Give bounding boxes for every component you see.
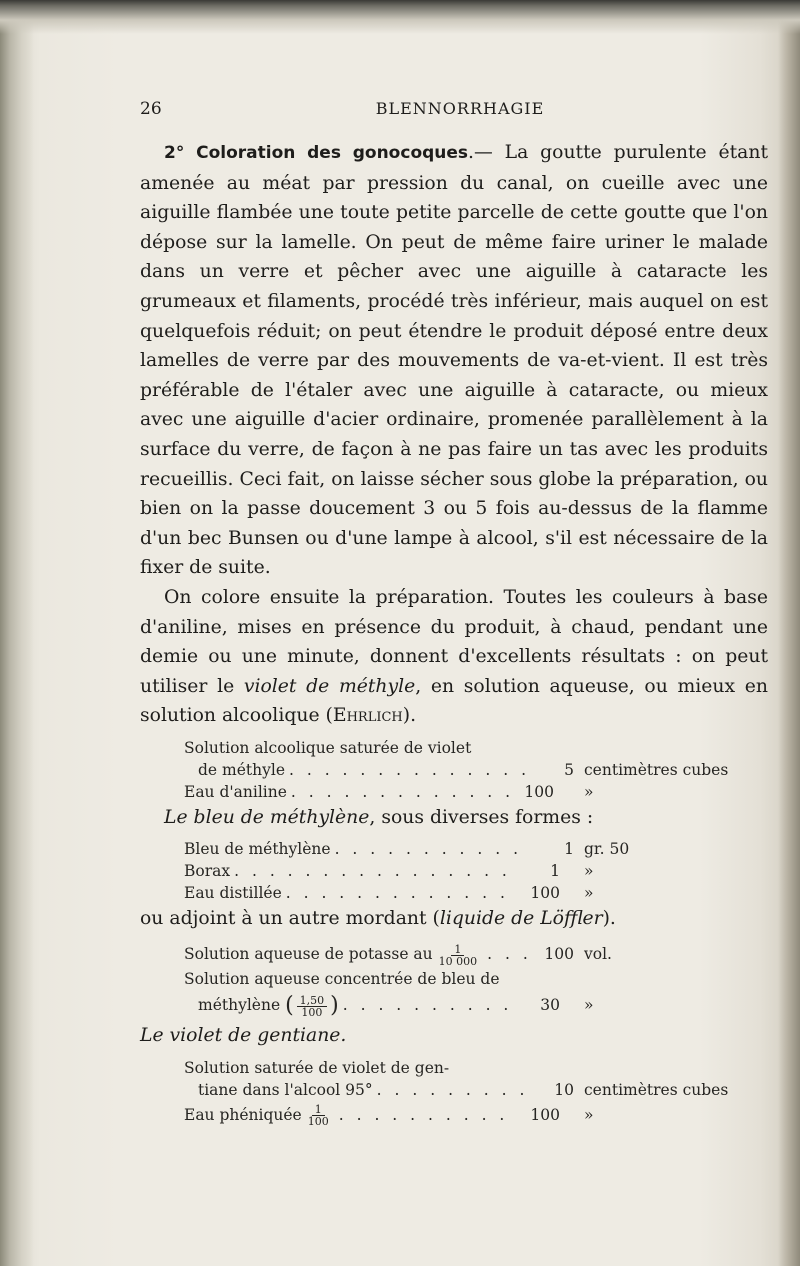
ingredient-name-text: méthylène — [198, 996, 281, 1015]
ingredient-unit: centimètres cubes — [584, 1080, 729, 1099]
ingredient-unit: » — [584, 782, 594, 801]
formula-row — [184, 1079, 744, 1101]
fraction-numerator: 1 — [312, 1104, 325, 1116]
leader-dots — [487, 940, 530, 968]
leader-dots — [343, 990, 516, 1020]
ingredient-qty: 100 — [530, 884, 560, 903]
formula-line: Solution saturée de violet de gen- — [184, 1058, 450, 1077]
ingredient-name — [184, 940, 483, 968]
ingredient-qty: 1 — [564, 840, 574, 859]
page-number: 26 — [140, 99, 162, 119]
ingredient-qty: 100 — [530, 1105, 560, 1124]
formula-line: Solution aqueuse concentrée de bleu de — [184, 970, 500, 989]
formula-row — [184, 838, 744, 860]
ingredient-unit: » — [584, 996, 594, 1015]
ingredient-unit: vol. — [584, 945, 612, 964]
leader-dots — [291, 781, 510, 803]
section-text: .— La goutte purulente étant amenée au méat par pression du canal, on cueille avec une aiguille flambée une toute petite parcelle de cette goutte que l'on dépose sur la lamelle. On peut de même faire uriner le malade dans un verre et pêcher avec une aiguille à cataracte les grumeaux et filaments, procédé très inférieur, mais auquel on est quelquefois réduit; on peut étendre le produit déposé entre deux lamelles de verre par des mouvements de va-et-vient. Il est très préférable de l'étaler avec une aiguille à cataracte, ou mieux avec une aiguille d'acier ordinaire, promenée parallèlement à la surface du verre, de façon à ne pas faire un tas avec les produits recueillis. Ceci fait, on laisse sécher sous globe la préparation, ou bien on la passe doucement 3 ou 5 fois au-dessus de la flamme d'un bec Bunsen ou d'une lampe à alcool, s'il est nécessaire de la fixer de suite. — [140, 142, 768, 579]
emphasis: Le violet de gentiane. — [140, 1025, 347, 1047]
para-text: On colore ensuite la préparation. Toutes les couleurs à base d'aniline, mises en présence du produit, à chaud, pendant une demie ou une minute, donnent d'excellents résultats : on peut utiliser le — [140, 586, 768, 697]
leader-dots — [289, 759, 530, 781]
ingredient-unit: » — [584, 1105, 594, 1124]
ingredient-qty: 5 — [564, 760, 574, 779]
formula-row — [184, 759, 744, 781]
emphasis: violet de méthyle — [243, 675, 416, 697]
fraction — [297, 995, 328, 1018]
formula-line: Solution alcoolique saturée de violet — [184, 738, 472, 757]
leader-dots — [335, 838, 530, 860]
para-text: , en solution aqueuse, ou mieux en solution alcoolique ( — [140, 675, 768, 727]
ingredient-qty: 100 — [524, 782, 554, 801]
ingredient-name: Bleu de méthylène — [184, 840, 331, 859]
formula-loeffler — [184, 940, 744, 1021]
para-text: , sous diverses formes : — [369, 806, 594, 828]
formula-row — [184, 860, 744, 882]
page-body — [140, 138, 768, 1129]
ingredient-name-text: Eau phéniquée — [184, 1105, 302, 1124]
ingredient-name: Eau distillée — [184, 884, 282, 903]
formula-row — [184, 882, 744, 904]
fraction — [305, 1104, 332, 1127]
leader-dots — [377, 1079, 530, 1101]
formula-row — [184, 781, 744, 803]
ingredient-name: de méthyle — [198, 760, 285, 779]
formula-ehrlich — [184, 737, 744, 803]
open-paren: ( — [285, 993, 294, 1019]
leader-dots — [286, 882, 516, 904]
ingredient-unit: gr. 50 — [584, 840, 630, 859]
ingredient-name — [184, 990, 339, 1021]
ingredient-name — [184, 1101, 335, 1129]
leader-dots — [339, 1101, 516, 1129]
para-text: ). — [402, 705, 417, 727]
ingredient-name: Borax — [184, 862, 231, 881]
page-top-edge — [0, 0, 800, 34]
section-paragraph — [140, 138, 768, 583]
ingredient-qty: 100 — [544, 945, 574, 964]
paragraph-gentian-violet — [140, 1021, 768, 1051]
section-heading: 2° Coloration des gonocoques — [164, 143, 469, 163]
fraction-denominator: 100 — [301, 1005, 323, 1019]
author-name: Ehrlich — [332, 705, 403, 727]
para-text: ou adjoint à un autre mordant ( — [140, 908, 440, 930]
ingredient-qty: 10 — [554, 1080, 574, 1099]
paragraph-methylene-blue — [140, 803, 768, 833]
formula-row — [184, 990, 744, 1021]
ingredient-name: tiane dans l'alcool 95° — [198, 1080, 373, 1099]
ingredient-name: Eau d'aniline — [184, 782, 287, 801]
fraction-numerator: 1,50 — [297, 995, 328, 1007]
fraction — [436, 944, 481, 967]
formula-methylene-blue — [184, 838, 744, 904]
emphasis: Le bleu de méthylène — [164, 806, 370, 828]
leader-dots — [234, 860, 516, 882]
page-right-edge — [778, 0, 800, 1266]
paragraph-coloring — [140, 583, 768, 731]
para-text: ). — [602, 908, 616, 930]
ingredient-unit: centimètres cubes — [584, 760, 729, 779]
formula-row — [184, 1101, 744, 1129]
close-paren: ) — [330, 993, 339, 1019]
ingredient-name-text: Solution aqueuse de potasse au — [184, 945, 433, 964]
running-title: BLENNORRHAGIE — [375, 99, 545, 118]
ingredient-qty: 30 — [540, 996, 560, 1015]
page-header — [140, 99, 780, 123]
ingredient-unit: » — [584, 884, 594, 903]
ingredient-qty: 1 — [550, 862, 560, 881]
formula-gentian-violet — [184, 1057, 744, 1129]
ingredient-unit: » — [584, 862, 594, 881]
page-left-edge — [0, 0, 34, 1266]
formula-row — [184, 940, 744, 968]
emphasis: liquide de Löffler — [439, 908, 603, 930]
fraction-numerator: 1 — [451, 944, 464, 956]
fraction-denominator: 100 — [307, 1115, 329, 1129]
paragraph-loeffler — [140, 904, 768, 934]
fraction-denominator: 10 000 — [438, 954, 478, 968]
